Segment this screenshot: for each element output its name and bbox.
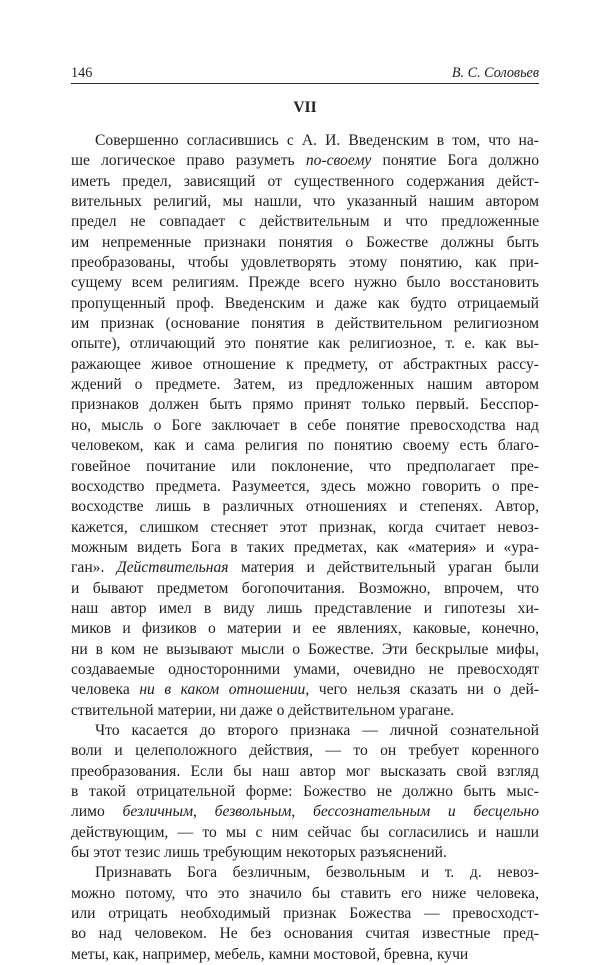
text-line	[71, 334, 539, 354]
italic-text: Действительная	[116, 559, 229, 577]
text-line	[71, 904, 539, 924]
text-run: ни в ком не вызывают мысли о Божестве. Эти бескрылые мифы,	[71, 640, 539, 658]
text-line	[71, 538, 539, 558]
text-line	[71, 477, 539, 497]
text-run: им признак (основание понятия в действительном религиозном	[71, 315, 539, 333]
text-line	[71, 660, 539, 680]
text-run: воли и целеположного действия, — то он требует коренного	[71, 742, 539, 760]
text-line	[71, 273, 539, 293]
text-line	[71, 924, 539, 944]
text-line	[71, 436, 539, 456]
text-line	[71, 253, 539, 273]
text-run: предел не совпадает с действительным и что предложенные	[71, 213, 539, 231]
text-line	[71, 579, 539, 599]
text-run: восходство предмета. Разумеется, здесь можно говорить о пре-	[71, 477, 539, 495]
text-line	[71, 497, 539, 517]
text-line	[71, 640, 539, 660]
text-run: но, мысль о Боге заключает в себе понятие превосходства над	[71, 416, 539, 434]
text-line	[71, 375, 539, 395]
text-run: Признавать Бога безличным, безвольным и т. д. невоз-	[95, 864, 539, 882]
text-line	[71, 721, 539, 741]
text-line	[71, 172, 539, 192]
text-run: ствительной материи, ни даже о действительном урагане.	[71, 701, 455, 719]
text-line	[71, 701, 539, 721]
text-line	[71, 823, 539, 843]
text-run: преобразования. Если бы наш автор мог высказать свой взгляд	[71, 762, 539, 780]
text-line	[71, 741, 539, 761]
text-line	[71, 294, 539, 314]
text-run: восходстве лишь в различных отношениях и степенях. Автор,	[71, 498, 539, 516]
text-run: ,	[193, 803, 215, 821]
header-rule	[71, 83, 539, 84]
text-run: во над человеком. Не без основания считая известные пред-	[71, 925, 539, 943]
text-run: можным видеть Бога в таких предметах, как «материя» и «ура-	[71, 538, 539, 556]
italic-text: по-своему	[305, 152, 372, 170]
text-line	[71, 884, 539, 904]
paragraph	[71, 131, 539, 721]
text-line	[71, 355, 539, 375]
text-line	[71, 558, 539, 578]
text-run: в такой отрицательной форме: Божество не должно быть мыс-	[71, 783, 539, 800]
text-run: наш автор имел в виду лишь представление и гипотезы хи-	[71, 599, 539, 617]
text-run: Совершенно согласившись с А. И. Введенским в том, что на-	[95, 132, 539, 149]
text-line	[71, 863, 539, 883]
section-title: VII	[293, 99, 317, 116]
text-run: пропущенный проф. Введенским и даже как будто отрицаемый	[71, 294, 539, 312]
text-run: сущему всем религиям. Прежде всего нужно было восстановить	[71, 274, 539, 292]
text-run: понятие Бога должно	[371, 152, 539, 170]
text-run: можно потому, что это значило бы ставить его ниже человека,	[71, 884, 539, 902]
text-run: кажется, слишком стесняет этот признак, когда считает невоз-	[71, 518, 539, 536]
text-line	[71, 802, 539, 822]
text-run: ше логическое право разуметь	[71, 152, 306, 170]
text-line	[71, 762, 539, 782]
text-run: лимо	[71, 803, 123, 821]
text-run: опыте), отличающий это понятие как религиозное, т. е. как вы-	[71, 335, 539, 353]
text-line	[71, 395, 539, 415]
text-run: признаков должен быть прямо принят только первый. Бесспор-	[71, 396, 539, 414]
text-line	[71, 782, 539, 802]
italic-text: ни в каком отношении	[139, 681, 306, 699]
text-run: человеком, как и сама религия по понятию своему есть благо-	[71, 437, 539, 455]
text-line	[71, 416, 539, 436]
text-run: меты, как, например, мебель, камни мостовой, бревна, кучи	[71, 945, 469, 963]
text-run: ждений о предмете. Затем, из предложенных нашим автором	[71, 376, 539, 394]
text-run: или отрицать необходимый признак Божества — превосходст-	[71, 905, 539, 923]
text-line	[71, 599, 539, 619]
text-run: иметь предел, зависящий от существенного содержания дейст-	[71, 172, 539, 190]
italic-text: безличным	[122, 803, 194, 821]
text-run: ,	[291, 803, 314, 821]
text-run: миков и физиков о материи и ее явлениях, каковые, конечно,	[71, 620, 539, 638]
text-run: ражающее живое отношение к предмету, от абстрактных рассу-	[71, 355, 539, 373]
text-line	[71, 151, 539, 171]
text-line	[71, 233, 539, 253]
text-line	[71, 619, 539, 639]
text-run: бы этот тезис лишь требующим некоторых разъяснений.	[71, 844, 447, 862]
text-run: человека	[71, 681, 140, 699]
text-line	[71, 212, 539, 232]
text-run: , чего нельзя сказать ни о дей-	[305, 681, 540, 699]
paragraph	[71, 721, 539, 863]
text-run: вительных религий, мы нашли, что указанный нашим автором	[71, 193, 539, 211]
text-run: Что касается до второго признака — личной сознательной	[95, 721, 539, 739]
running-head-author: В. С. Соловьев	[451, 65, 539, 81]
text-line	[71, 457, 539, 477]
text-line	[71, 945, 539, 965]
text-line	[71, 192, 539, 212]
text-run: им непременные признаки понятия о Божестве должны быть	[71, 233, 539, 251]
text-line	[71, 843, 539, 863]
running-head	[71, 64, 539, 82]
italic-text: безвольным	[214, 803, 292, 821]
text-line	[71, 518, 539, 538]
text-run: ган».	[71, 559, 117, 577]
text-run: действующим, — то мы с ним сейчас бы согласились и нашли	[71, 823, 539, 841]
page-number: 146	[71, 65, 93, 81]
text-line	[71, 314, 539, 334]
text-run: создаваемые односторонними умами, очевидно не превосходят	[71, 660, 539, 678]
text-run: материя и действительный ураган были	[228, 559, 539, 577]
text-run: и бывают предметом богопочитания. Возможно, впрочем, что	[71, 579, 539, 597]
paragraph	[71, 863, 539, 965]
text-run: говейное почитание или поклонение, что предполагает пре-	[71, 457, 539, 475]
text-line	[71, 680, 539, 700]
text-run: преобразованы, чтобы удовлетворять этому понятию, как при-	[71, 254, 539, 272]
text-line	[71, 131, 539, 151]
body-text	[71, 131, 539, 965]
italic-text: бессознательным и бесцельно	[313, 803, 540, 821]
